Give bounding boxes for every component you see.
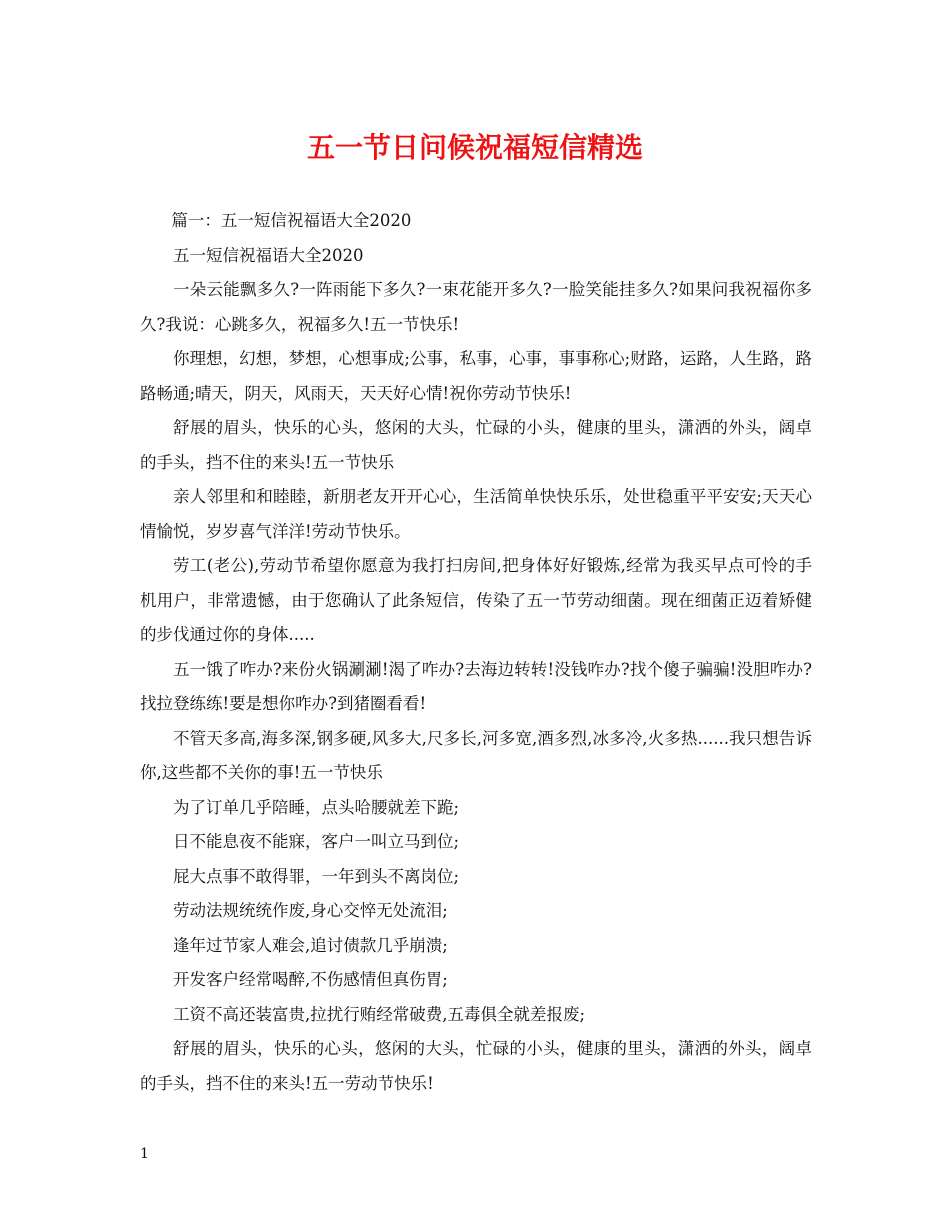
paragraph: 舒展的眉头，快乐的心头，悠闲的大头，忙碌的小头，健康的里头，潇洒的外头，阔卓的手头，挡不住的来头!五一劳动节快乐! [140, 1039, 812, 1093]
verse-line: 开发客户经常喝醉,不伤感情但真伤胃; [173, 970, 448, 989]
verse-line: 劳动法规统统作废,身心交悴无处流泪; [173, 901, 448, 920]
paragraph: 五一饿了咋办?来份火锅涮涮!渴了咋办?去海边转转!没钱咋办?找个傻子骗骗!没胆咋办?找拉登练练!要是想你咋办?到猪圈看看! [140, 659, 812, 713]
subheading: 五一短信祝福语大全2020 [173, 245, 364, 265]
verse-line: 屁大点事不敢得罪，一年到头不离岗位; [173, 866, 460, 886]
page-number: 1 [140, 1146, 149, 1162]
paragraph: 劳工(老公),劳动节希望你愿意为我打扫房间,把身体好好锻炼,经常为我买早点可怜的手机用户，非常遗憾，由于您确认了此条短信，传染了五一节劳动细菌。现在细菌正迈着矫健的步伐通过你的身体..... [140, 556, 812, 644]
paragraph: 不管天多高,海多深,钢多硬,风多大,尺多长,河多宽,酒多烈,冰多冷,火多热......我只想告诉你,这些都不关你的事!五一节快乐 [140, 728, 812, 782]
verse-line: 日不能息夜不能寐，客户一叫立马到位; [173, 832, 460, 851]
verse-line: 逢年过节家人难会,追讨债款几乎崩溃; [173, 935, 448, 955]
paragraph: 亲人邻里和和睦睦，新朋老友开开心心，生活简单快快乐乐，处世稳重平平安安;天天心情愉悦，岁岁喜气洋洋!劳动节快乐。 [140, 487, 812, 541]
document-title: 五一节日问候祝福短信精选 [306, 131, 643, 164]
paragraph: 你理想，幻想，梦想，心想事成;公事，私事，心事，事事称心;财路，运路，人生路，路路畅通;晴天，阴天，风雨天，天天好心情!祝你劳动节快乐! [140, 349, 812, 403]
verse-line: 为了订单几乎陪睡，点头哈腰就差下跪; [173, 797, 460, 817]
verse-line: 工资不高还装富贵,拉扰行贿经常破费,五毒俱全就差报废; [173, 1004, 586, 1024]
paragraph: 一朵云能飘多久?一阵雨能下多久?一束花能开多久?一脸笑能挂多久?如果问我祝福你多久?我说：心跳多久，祝福多久!五一节快乐! [140, 280, 812, 334]
section-heading: 篇一：五一短信祝福语大全2020 [171, 211, 412, 230]
document-body [140, 204, 812, 1101]
paragraph: 舒展的眉头，快乐的心头，悠闲的大头，忙碌的小头，健康的里头，潇洒的外头，阔卓的手头，挡不住的来头!五一节快乐 [140, 418, 812, 472]
